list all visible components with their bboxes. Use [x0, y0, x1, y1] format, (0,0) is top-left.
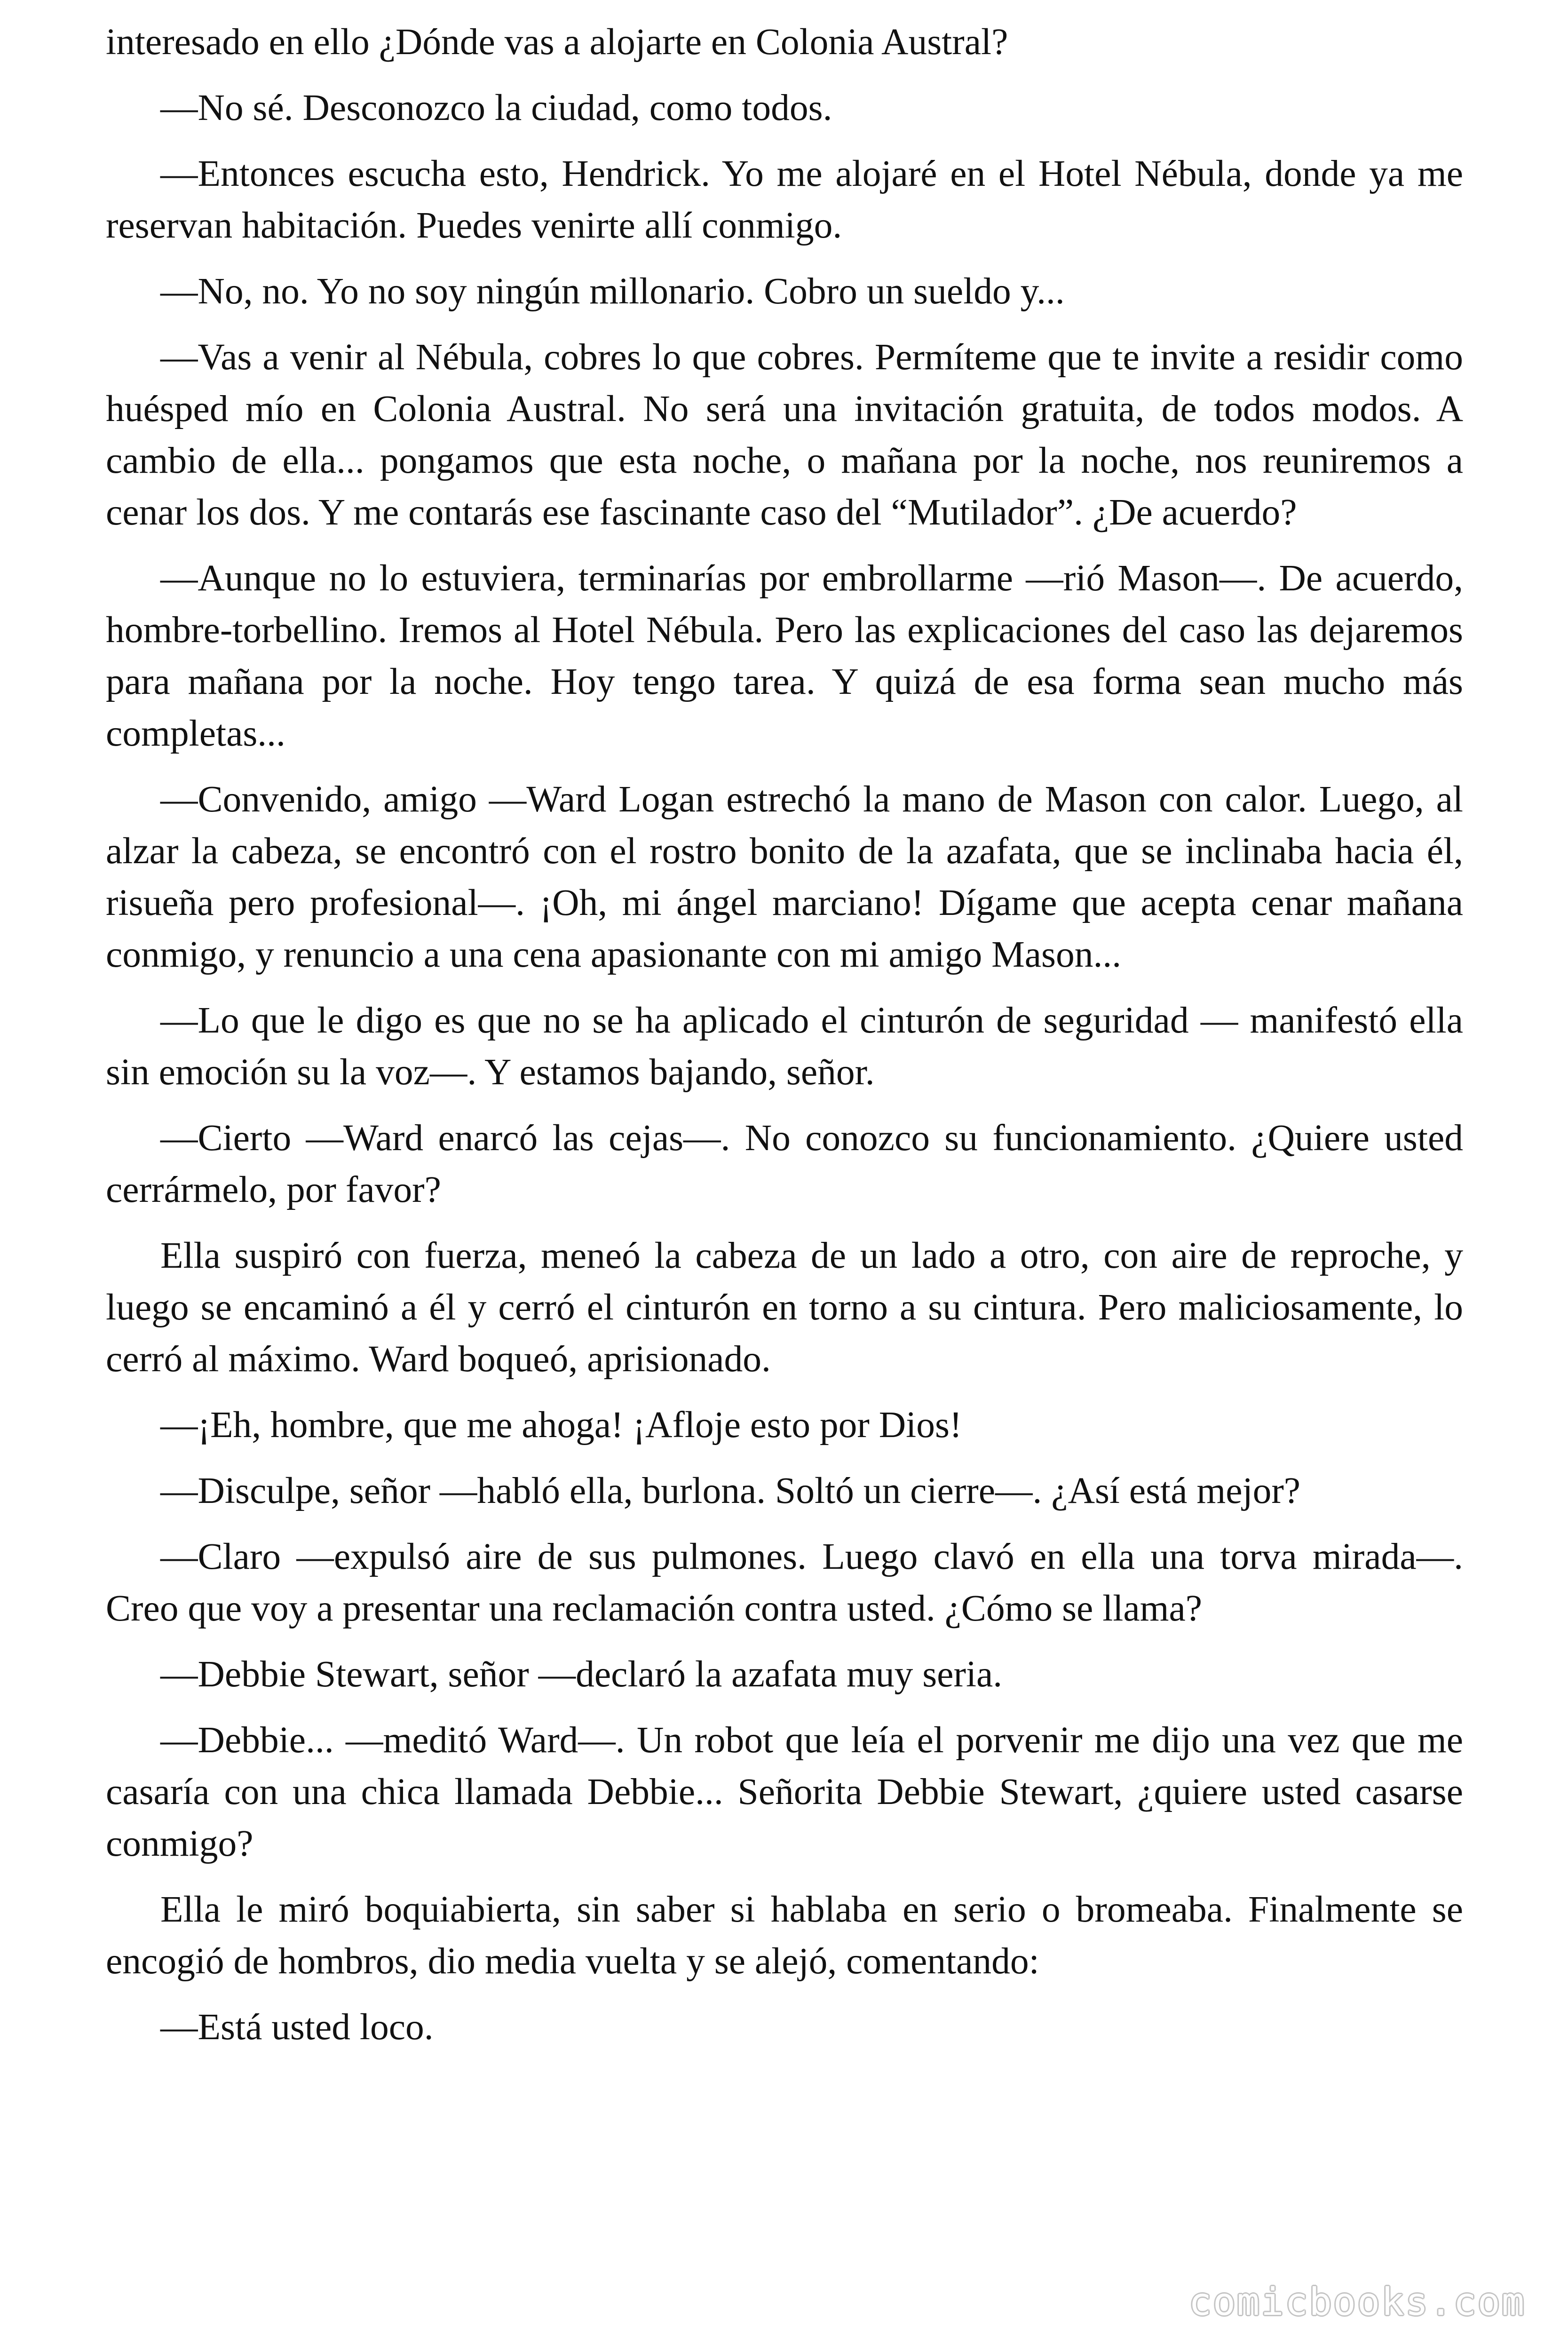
paragraph: —¡Eh, hombre, que me ahoga! ¡Afloje esto por Dios!: [160, 1404, 962, 1446]
paragraph: —Debbie... —meditó Ward—. Un robot que leía el porvenir me dijo una vez que me casaría con una chica llamada Debbie... Señorita Debbie Stewart, ¿quiere usted casarse conmigo?: [106, 1719, 1463, 1864]
book-page: [106, 16, 1463, 2067]
paragraph: —Vas a venir al Nébula, cobres lo que cobres. Permíteme que te invite a residir como huésped mío en Colonia Austral. No será una invitación gratuita, de todos modos. A cambio de ella... pongamos que esta noche, o mañana por la noche, nos reuniremos a cenar los dos. Y me contarás ese fascinante caso del “Mutilador”. ¿De acuerdo?: [106, 336, 1463, 533]
paragraph: —Debbie Stewart, señor —declaró la azafata muy seria.: [160, 1653, 1003, 1695]
watermark: comicbooks.com: [1188, 2280, 1526, 2324]
paragraph: —No, no. Yo no soy ningún millonario. Cobro un sueldo y...: [160, 270, 1065, 312]
paragraph: —Entonces escucha esto, Hendrick. Yo me alojaré en el Hotel Nébula, donde ya me reservan habitación. Puedes venirte allí conmigo.: [106, 153, 1463, 246]
paragraph: —Aunque no lo estuviera, terminarías por embrollarme —rió Mason—. De acuerdo, hombre-torbellino. Iremos al Hotel Nébula. Pero las explicaciones del caso las dejaremos para mañana por la noche. Hoy tengo tarea. Y quizá de esa forma sean mucho más completas...: [106, 557, 1463, 754]
paragraph: interesado en ello ¿Dónde vas a alojarte en Colonia Austral?: [106, 21, 1008, 63]
paragraph: —Convenido, amigo —Ward Logan estrechó la mano de Mason con calor. Luego, al alzar la cabeza, se encontró con el rostro bonito de la azafata, que se inclinaba hacia él, risueña pero profesional—. ¡Oh, mi ángel marciano! Dígame que acepta cenar mañana conmigo, y renuncio a una cena apasionante con mi amigo Mason...: [106, 779, 1463, 975]
paragraph: Ella le miró boquiabierta, sin saber si hablaba en serio o bromeaba. Finalmente se encogió de hombros, dio media vuelta y se alejó, comentando:: [106, 1889, 1463, 1982]
paragraph: —Está usted loco.: [160, 2006, 434, 2048]
paragraph: —No sé. Desconozco la ciudad, como todos.: [160, 87, 832, 128]
paragraph: Ella suspiró con fuerza, meneó la cabeza de un lado a otro, con aire de reproche, y luego se encaminó a él y cerró el cinturón en torno a su cintura. Pero maliciosamente, lo cerró al máximo. Ward boqueó, aprisionado.: [106, 1235, 1463, 1380]
paragraph: —Claro —expulsó aire de sus pulmones. Luego clavó en ella una torva mirada—. Creo que voy a presentar una reclamación contra usted. ¿Cómo se llama?: [106, 1536, 1463, 1629]
paragraph: —Disculpe, señor —habló ella, burlona. Soltó un cierre—. ¿Así está mejor?: [160, 1470, 1301, 1511]
paragraph: —Lo que le digo es que no se ha aplicado el cinturón de seguridad — manifestó ella sin emoción su la voz—. Y estamos bajando, señor.: [106, 1000, 1463, 1093]
paragraph: —Cierto —Ward enarcó las cejas—. No conozco su funcionamiento. ¿Quiere usted cerrármelo, por favor?: [106, 1117, 1463, 1210]
